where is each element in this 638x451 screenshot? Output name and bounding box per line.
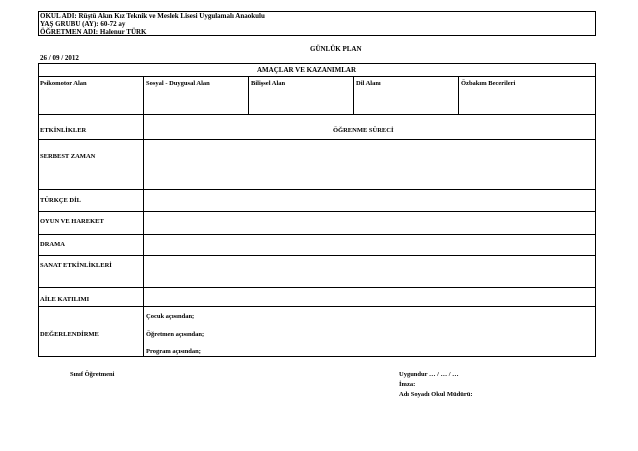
- plan-title: GÜNLÜK PLAN: [310, 45, 362, 53]
- row-turkish-language: TÜRKÇE DİL: [40, 197, 81, 204]
- row-family-participation: AİLE KATILIMI: [40, 296, 90, 303]
- learning-process-title: ÖĞRENME SÜRECİ: [333, 127, 394, 134]
- row-drama: DRAMA: [40, 241, 65, 248]
- evaluation-program: Program açısından;: [146, 348, 201, 355]
- plan-date: 26 / 09 / 2012: [40, 54, 79, 62]
- evaluation-child: Çocuk açısından;: [146, 313, 195, 320]
- objective-socio-emotional: Sosyal - Duygusal Alan: [146, 80, 210, 87]
- objective-self-care: Özbakım Becerileri: [461, 80, 516, 87]
- row-free-time: SERBEST ZAMAN: [40, 153, 96, 160]
- plan-table: [38, 63, 596, 357]
- row-art-activities: SANAT ETKİNLİKLERİ: [40, 262, 112, 269]
- row-play-movement: OYUN VE HAREKET: [40, 218, 104, 225]
- school-name: OKUL ADI: Rüştü Akın Kız Teknik ve Meslek Lisesi Uygulamalı Anaokulu: [40, 12, 265, 20]
- class-teacher-signature: Sınıf Öğretmeni: [70, 371, 115, 378]
- activities-label: ETKİNLİKLER: [40, 127, 87, 134]
- objectives-title: AMAÇLAR VE KAZANIMLAR: [257, 66, 357, 74]
- evaluation-label: DEĞERLENDİRME: [40, 331, 99, 338]
- teacher-name: ÖĞRETMEN ADI: Halenur TÜRK: [40, 28, 147, 36]
- approval-line: Uygundur … / … / …: [399, 371, 459, 378]
- principal-name-line: Adı Soyadı Okul Müdürü:: [399, 391, 473, 398]
- signature-line: İmza:: [399, 381, 416, 388]
- objective-cognitive: Bilişsel Alan: [251, 80, 286, 87]
- objective-psychomotor: Psikomotor Alan: [40, 80, 87, 87]
- objective-language: Dil Alanı: [356, 80, 381, 87]
- evaluation-teacher: Öğretmen açısından;: [146, 331, 205, 338]
- age-group: YAŞ GRUBU (AY): 60-72 ay: [40, 20, 126, 28]
